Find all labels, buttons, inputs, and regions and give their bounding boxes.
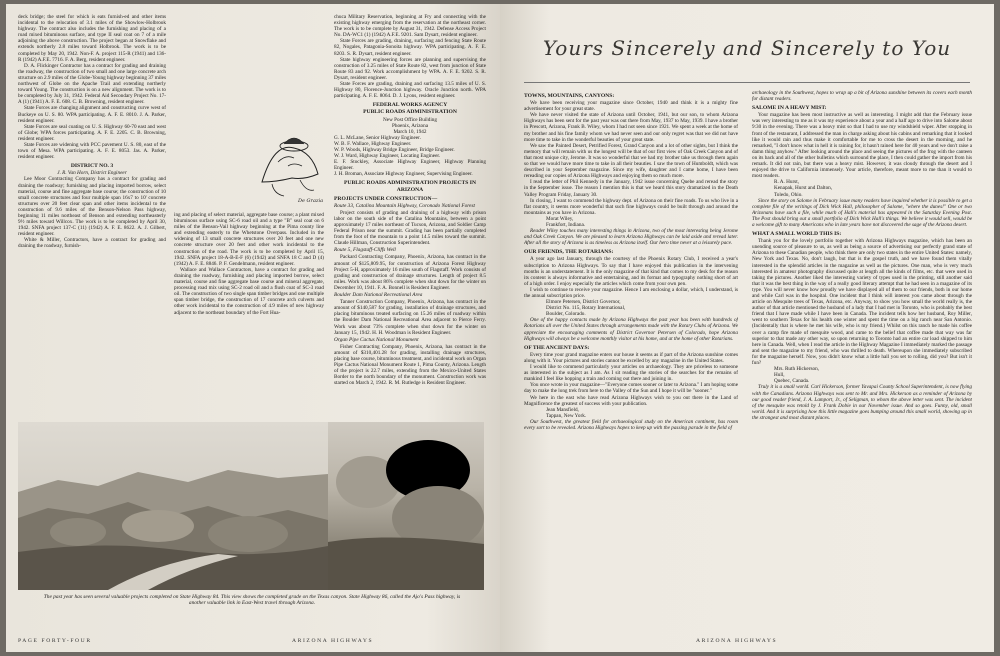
paragraph: Your magazine has been most instructive as well as interesting. I might add that the February issue was very interesting to me as it was my experience about a year and a half ago to drive into Salome about 9:30 in the evening. There was a heavy mist so that I had to use my windshield wiper. After stopping in front of the restaurant, I addressed the man in charge asking about his cabins and remarking that it looked like it would rain and thus make it comfortable for me to cross the desert in the morning, and he remarked, "I don't know what in hell it is raining for, it hasn't rained here for 40 years and we don't raise a damn thing anyhow." After looking around the place and seeing the pictures of the frog with the canteen on its back and all of the other bulletins which surround the place, I then could gather the import from his remark. It did not rain, but there was a heavy mist. However, it was cloudy through the desert and I enjoyed the drive to California immensely. Your article, therefore, meant more to me than it would to most readers.: [752, 112, 972, 180]
signature: Kenapak, Hurst and Dalton,: [774, 185, 833, 192]
paragraph: A year ago last January, through the courtesy of the Phoenix Rotary Club, I received a year's subscription to Arizona Highways. To say that I have enjoyed this publication in the intervening months is an understatement. It is the only magazine of that kind that comes to my desk for the reason its content is always informative and entertaining, and its format and typography nothing short of art of a high order. I enjoy especially the articles which come from your own pen.: [524, 256, 738, 287]
project-title: Organ Pipe Cactus National Monument: [334, 336, 419, 343]
staff-line: G. L. McLane, Senior Highway Engineer.: [334, 134, 421, 141]
signature: Toledo, Ohio.: [774, 191, 803, 198]
paragraph: Project consists of grading and draining of a highway with prison labor on the south side of the Catalina Mountains, between a point approximately 17 miles northeast of Tucson, Arizona, and Soldier Camp Federal Prison near the summit. Grading has been partially completed from the foot of the mountain to a point 14.5 miles toward the summit. Claude Hillman, Construction Superintendent.: [334, 209, 486, 247]
address-line: Phoenix, Arizona: [391, 122, 429, 129]
signature: Boulder, Colorado.: [546, 311, 586, 318]
staff-line: E. F. Stockley, Associate Highway Engineer, Highway Planning Engineer.: [334, 159, 486, 172]
right-column-2: [752, 90, 972, 630]
project-title: Route 33, Catalina Mountain Highway, Coronado National Forest: [334, 202, 476, 209]
section-heading: PUBLIC ROADS ADMINISTRATION PROJECTS IN ARIZONA: [344, 180, 476, 193]
page-number: PAGE FORTY-FOUR: [18, 638, 92, 644]
section-subheading: PROJECTS UNDER CONSTRUCTION—: [334, 195, 438, 202]
paragraph: Every time your grand magazine enters our house it seems as if part of the Arizona sunshine comes along with it. Your pictures and stories cannot be excelled by any magazine in the United States.: [524, 351, 738, 364]
sketch-signature: De Grazia: [298, 198, 324, 204]
address-line: March 10, 1942: [393, 128, 427, 135]
paragraph: I would like to commend particularly your articles on archaeology. They are priceless to someone as interested in the subject as I am. As I sit reading the stories of the searches for the remains of mankind I feel like hopping a train and coming out there and joining in.: [524, 364, 738, 383]
editor-note: Reader Wiley touches many interesting things in Arizona, two of the most interesting being Jerome and Oak Creek Canyon. We are pleased to learn Arizona Highways can be laid aside and reread later. After all the story of Arizona is as timeless as Arizona itself. Our hero time never at a leisurely pace.: [524, 228, 738, 247]
section-heading: FEDERAL WORKS AGENCY: [372, 102, 448, 109]
section-subheading: J. R. Van Horn, District Engineer: [57, 170, 127, 177]
signature: Hull,: [774, 372, 785, 379]
left-page: [6, 4, 500, 652]
signature: Mrs. Ruth Hickerson,: [774, 366, 819, 373]
paragraph: D. A. Flickinger Contractor has a contract for grading and draining the roadway, the construction of two small and one large concrete arch structure on 2.9 miles of the Globe-Young highway beginning 37 miles northwest of Globe on the Apache Trail and extending northerly toward Young. The construction is on a new alignment. The work is to be completed by July 31, 1942. Federal Aid Secondary Project No. 17-A (1) (1941) A. F. E. 608. C. B. Browning, resident engineer.: [18, 62, 166, 106]
paragraph: State highway engineering forces are planning and supervising the construction of 3.25 miles of State Route 82, west from junction of State Route 83 and 92. Work accomplishment by WPA. A. F. E. 9202. S. R. Dysart, resident engineer.: [334, 56, 486, 81]
section-heading: PUBLIC ROADS ADMINISTRATION: [363, 109, 457, 116]
paragraph: I read the letter of Phil Kennedy in the January, 1942 issue concerning Quebe and reread the story in the September issue. The reason I mention this is that we heard this story dramatized in the Death Valley Program Friday, January 30.: [524, 179, 738, 198]
editor-note: One of the happy contacts made by Arizona Highways the past year has been with hundreds of Rotarians all over the United States through arrangements made with the Rotary Clubs of Arizona. We appreciate the encouraging comments of District Governor Petersen of Colorado, hope Arizona Highways will always be a welcome monthly visitor at his home, and at the home of other Rotarians.: [524, 317, 738, 342]
banner-title: Yours Sincerely and Sincerely to You: [542, 36, 952, 60]
letter-heading: SALOME IN A HEAVY MIST:: [752, 105, 827, 112]
editor-note: archaeology in the Southwest, hopes to wrap up a bit of Arizona sunshine between its covers each month for distant readers.: [752, 90, 972, 103]
staff-line: W. P. Woods, Highway Bridge Engineer, Bridge Engineer.: [334, 146, 455, 153]
paragraph: State Forces are seal coating on U. S. Highway 60-70 east and west of Globe; WPA forces participating. A. F. E. 2205. C. B. Browning, resident engineer.: [18, 123, 166, 142]
magazine-spread: [6, 4, 994, 652]
paragraph: We have never visited the state of Arizona until October, 1941, but our son, to whom Arizona Highways has been sent for the past year was out there from May, 1937 to May, 1939. I have a brother in Prescott, Arizona, Frank B. Wiley, whom I had not seen since 1921. We spent a week at the home of my brother and his fine family whom we had never seen and our only regret was that we did not have more time to take in the wonderful beauties of your great state.: [524, 112, 738, 143]
signature: District No. 115, Rotary International,: [546, 305, 626, 312]
signature: Tappan, New York.: [546, 412, 587, 419]
paragraph: I wish to continue to receive your magazine. Hence I am enclosing a dollar, which, I understand, is the annual subscription price.: [524, 286, 738, 299]
staff-line: J. H. Broman, Associate Highway Engineer, Supervising Engineer.: [334, 171, 473, 178]
staff-line: W. J. Ward, Highway Engineer, Locating Engineer.: [334, 153, 441, 160]
paragraph: Tanner Construction Company, Phoenix, Arizona, has contract in the amount of $140,587 for grading, installation of drainage structures, and placing bituminous treated surfacing on 15.26 miles of roadway within the Boulder Dam National Recreational Area adjacent to Pierce Ferry. Work was about 73% complete when shut down for the winter on January 15, 1942. H. H. Woodman is Resident Engineer.: [334, 299, 486, 336]
letter-heading: OF THE ANCIENT DAYS:: [524, 344, 590, 351]
paragraph: Packard Contracting Company, Phoenix, Arizona, has contract in the amount of $125,809.95, for construction of Arizona Forest Highway Project 5-H, approximately 16 miles south of Flagstaff. Work consists of grading and construction of drainage structures. Length of project 8.5 miles. Work was about 86% complete when shut down for the winter on December 10, 1941. F. A. Bonnell is Resident Engineer.: [334, 254, 486, 291]
address-line: New Post Office Building: [383, 116, 437, 123]
landscape-photo-right: [328, 422, 484, 590]
signature: Jean Mansfield,: [546, 406, 579, 413]
photo-landscape-graphic: [18, 422, 328, 590]
paragraph: Thank you for the lovely portfolio together with Arizona Highways magazine, which has been an unending source of pleasure to us, as well as being a source of advertising our perfectly grand state of Arizona to these Canadian people, who think there are only two states in the entire United States: namely, New York and Texas. No, don't laugh, but that is the gospel truth, and we have found them vitally interested in the splendid articles in the magazine as well as the pictures. One man, who is very much interested in amateur photography discussed quite at length all the kinds of films, etc. that were used in taking the pictures. Another liked the interesting variety of types used in the printing, still another said that it was the best thing in the way of a really good literary attempt that he had seen in a magazine of its type. You will never know how proudly we have displayed all of them to our friends, both in our home and while Carl was in the hospital. One incident that I think will interest you came about through the article on Mesquite trees of Texas, Arizona, etc. Anyway, to show you how small the world really is, the author of that article mentioned the husband of a lady that I had met in Toronto, who is probably the best friend that I have made while I have been in Canada. The incident tells how her husband, Roy Miller, went to southern Texas for his health one winter and spent the time on a big ranch near San Antonio. (Incidentally that is where he met his wife, who is my friend.) Whilst on this ranch he made his coffee over a camp fire made of mesquite wood, and came to the belief that coffee made that way was far superior to that made any other way, so upon returning to Toronto had an entire car load shipped to him here in Canada. Well, when I read the article in the Highway Magazine I immediately marked the passage and sent the magazine to my friend, who was thrilled to death. Whereupon she immediately subscribed for the magazine herself. Now, you didn't know what a little hall you set to rolling, did you? But isn't it fun?: [752, 238, 972, 367]
editor-note: Truly it is a small world. Carl Hickerson, former Yavapai County School Superintendent, is now flying with the Canadians. Arizona Highways was sent to Mr. and Mrs. Hickerson as a reminder of Arizona by our good reader friend, J. A. Lamport, Jr., of Seligman, to whom the above letter was sent. The incident of the mesquite was retold by J. Frank Dobie in our November issue. And so goes. Funny, old, small world. And it is surprising how this little magazine goes bumping around this small world, showing up in the strangest and most distant places.: [752, 384, 972, 421]
editor-note: Since the story on Salome in February issue many readers have inquired whether it is possible to get a complete file of the writings of Dick Wick Hall, philosopher of Salome, "where the dunes!" One or two Arizonans have such a file, while much of Hall's material has appeared in the Saturday Evening Post. The Post should bring out a small portfolio of Dick Wick Hall's things. We believe it would sell, would be a welcome gift to many Americans who in late years have not discovered the sage of the Arizona desert.: [752, 197, 972, 228]
project-title: Route 5, Flagstaff-Cliffs Well: [334, 247, 396, 254]
section-banner: [524, 30, 970, 83]
paragraph: We saw the Painted Desert, Petrified Forest, Grand Canyon and a lot of other sights, but I think the memory that will remain with us the longest will be that of our first view of Oak Creek Canyon and of that most unique city, Jerome. It was so wonderful that we had my brother take us through them again so that we would have more time to take in all their beauties. I saw the town of Humboldt, which was described in your September magazine. Since my wife, daughter and I came home, I have been rereading our copies of Arizona Highways and enjoying them so much more.: [524, 142, 738, 180]
paragraph: We here in the east who have read Arizona Highways wish to you out there in the Land of Magnificence the greatest of success with your publication.: [524, 394, 738, 407]
left-column-1: [18, 14, 166, 414]
signature: Frankfort, Indiana.: [546, 221, 586, 228]
signature: Elmore Petersen, District Governor,: [546, 299, 621, 306]
paragraph: ing and placing of select material, aggregate base course; a plant mixed bituminous surface using SC-6 road oil and a type "B" seal coat on 6 miles of the Benson-Vail highway beginning at the Pima county line and extending easterly to the Whetstone Overpass. Included in the widening of 13 small concrete structures over 20 feet and one new concrete structure over 20 feet and other work incidental to the construction of the road. The work is to be completed by April 15, 1942. SNFA project 18-A-B-E-F (6) (1942) and SNFA 18 C and D (4) (1942) A. F. E. 8846. P. F. Gendelmann, resident engineer.: [174, 212, 324, 267]
signature: R. A. Hurst,: [774, 179, 799, 186]
letter-heading: TOWNS, MOUNTAINS, CANYONS:: [524, 93, 615, 99]
paragraph: State Forces are grading, draining and surfacing 13.5 miles of U. S. Highway 80, Florence-Junction highway. Oracle Junction north. WPA participating. A. F. E. 8064. D. J. Lyons, resident engineer.: [334, 81, 486, 100]
left-column-2: [174, 212, 324, 418]
magazine-name: ARIZONA HIGHWAYS: [292, 638, 374, 644]
project-title: Boulder Dam National Recreational Area: [334, 292, 423, 299]
magazine-name: ARIZONA HIGHWAYS: [696, 638, 778, 644]
paragraph: State Forces are grading, draining, surfacing and fencing State Route 82, Nogales, Patagonia-Sonoita highway. WPA participating. A. F. E. 8203. S. R. Dysart, resident engineer.: [334, 38, 486, 57]
photo-caption: The past year has seen several valuable projects completed on State Highway 84. This view shows the completed grade on the Texas canyon. State Highway 86, called the Ajo's Pass highway, is another valuable link in East-West travel through Arizona.: [43, 594, 461, 607]
letter-heading: OUR FRIENDS, THE ROTARIANS:: [524, 249, 614, 256]
section-heading: DISTRICT NO. 3: [70, 163, 114, 170]
staff-line: W. B. F. Wallace, Highway Engineer.: [334, 140, 412, 147]
drawing-sketch: [254, 122, 328, 204]
paragraph: You once wrote in your magazine—"Everyone comes sooner or later to Arizona." I am hoping some day to make the long trek from here to the Valley of the Sun and I hope it will be "sooner.": [524, 382, 738, 395]
signature: Morat Wiley,: [546, 215, 574, 222]
right-page: [500, 4, 994, 652]
paragraph: chuca Military Reservation, beginning at Fry and connecting with the existing highway emerging from the reservation at the northeast corner. The work is to be complete by August 31, 1942. Defense Access Project No. DA-WC1 (1) (1942) A.F.E. 9201. Sam Dysart, resident engineer.: [334, 14, 486, 39]
editor-note: Our Southwest, the greatest field for archaeological study on the American continent, has room every sort to be revealed. Arizona Highways hopes to keep up with the passing parade in the field of: [524, 418, 738, 431]
signature: Quebec, Canada.: [774, 378, 810, 385]
paragraph: Fisher Contracting Company, Phoenix, Arizona, has contract in the amount of $310,401.28 for grading, installing drainage structures, placing base course, bituminous treatment, and incidental work on Organ Pipe Cactus National Monument Route 1, Pima County, Arizona. Length of the project is 22.7 miles, extending from the Mexico-United States Border to the north boundary of the monument. Construction work was started on March 2, 1942. R. M. Rutledge is Resident Engineer.: [334, 343, 486, 387]
paragraph: In closing, I want to commend the highway dept. of Arizona on their fine roads. To us who live in a flat country, it seems more wonderful that such fine highways could be built through and around the mountains as you have in Arizona.: [524, 197, 738, 216]
paragraph: Lee Moor Contracting Company has a contract for grading and draining the roadway; furnishing and placing imported borrow, select material, course and fine aggregate base course; the construction of 10 small concrete structures and four multiple span 16x7 to 10' concrete structures over 20 feet clear span and other items incidental to the construction of 9.6 miles of the Benson-Nelson Pass highway, beginning 11 miles northeast of Benson and extending northeasterly 9½ miles toward Willcox. The work is to be completed by April 30, 1942. SNFA project 137-C (11) (1942) A. F. E. 8622. A. J. Gilbert, resident engineer.: [18, 176, 166, 238]
paragraph: Wallace and Wallace Contractors, have a contract for grading and draining the roadway, furnishing and placing imported borrow, select material, course and fine aggregate base course and mineral aggregate, processing road mix using SC-2 road oil and a flush coat of SC-3 road oil. The construction of two single span timber bridges and one multiple span timber bridge, the construction of 17 concrete arch culverts and other work incidental to the construction of 4.9 miles of new highway adjacent to the northeast boundary of the Fort Hua-: [174, 266, 324, 316]
landscape-photo: [18, 422, 328, 590]
paragraph: State Forces are widening with PCC pavement U. S. 80, east of the town of Mesa. WPA participating. A. F. E. 8053. Jas. A. Parker, resident engineer.: [18, 141, 166, 161]
paragraph: State Forces are changing alignment and constructing curve west of Buckeye on U. S. 80. WPA participating. A. F. E. 8010. J. A. Parker, resident engineer.: [18, 105, 166, 124]
paragraph: We have been receiving your magazine since October, 1940 and think it is a mighty fine advertisement for your great state.: [524, 100, 738, 113]
letter-heading: WHAT A SMALL WORLD THIS IS:: [752, 231, 842, 238]
photo-landscape-graphic: [328, 422, 484, 590]
right-column-1: [524, 90, 738, 630]
paragraph: White & Miller, Contractors, have a contract for grading and draining the roadway, furnish-: [18, 237, 166, 250]
paragraph: deck bridge; the steel for which is eats furnish-ed and other items incidental to the relocation of 3.1 miles of the Showlow-Holbrook highway. The contract also includes the furnishing and placing of a road mixed bituminous surface, and type II seal coat on 7 of a mile adjoining the above construction. The project began at Snowflake and extends northerly 2.8 miles toward Holbrook. The work is to be completed by May 20, 1942. Non-F. A. project 115-R (1941) and 136-R (1942) A.F.E. 7716. F. A. Berg, resident engineer.: [18, 14, 166, 63]
